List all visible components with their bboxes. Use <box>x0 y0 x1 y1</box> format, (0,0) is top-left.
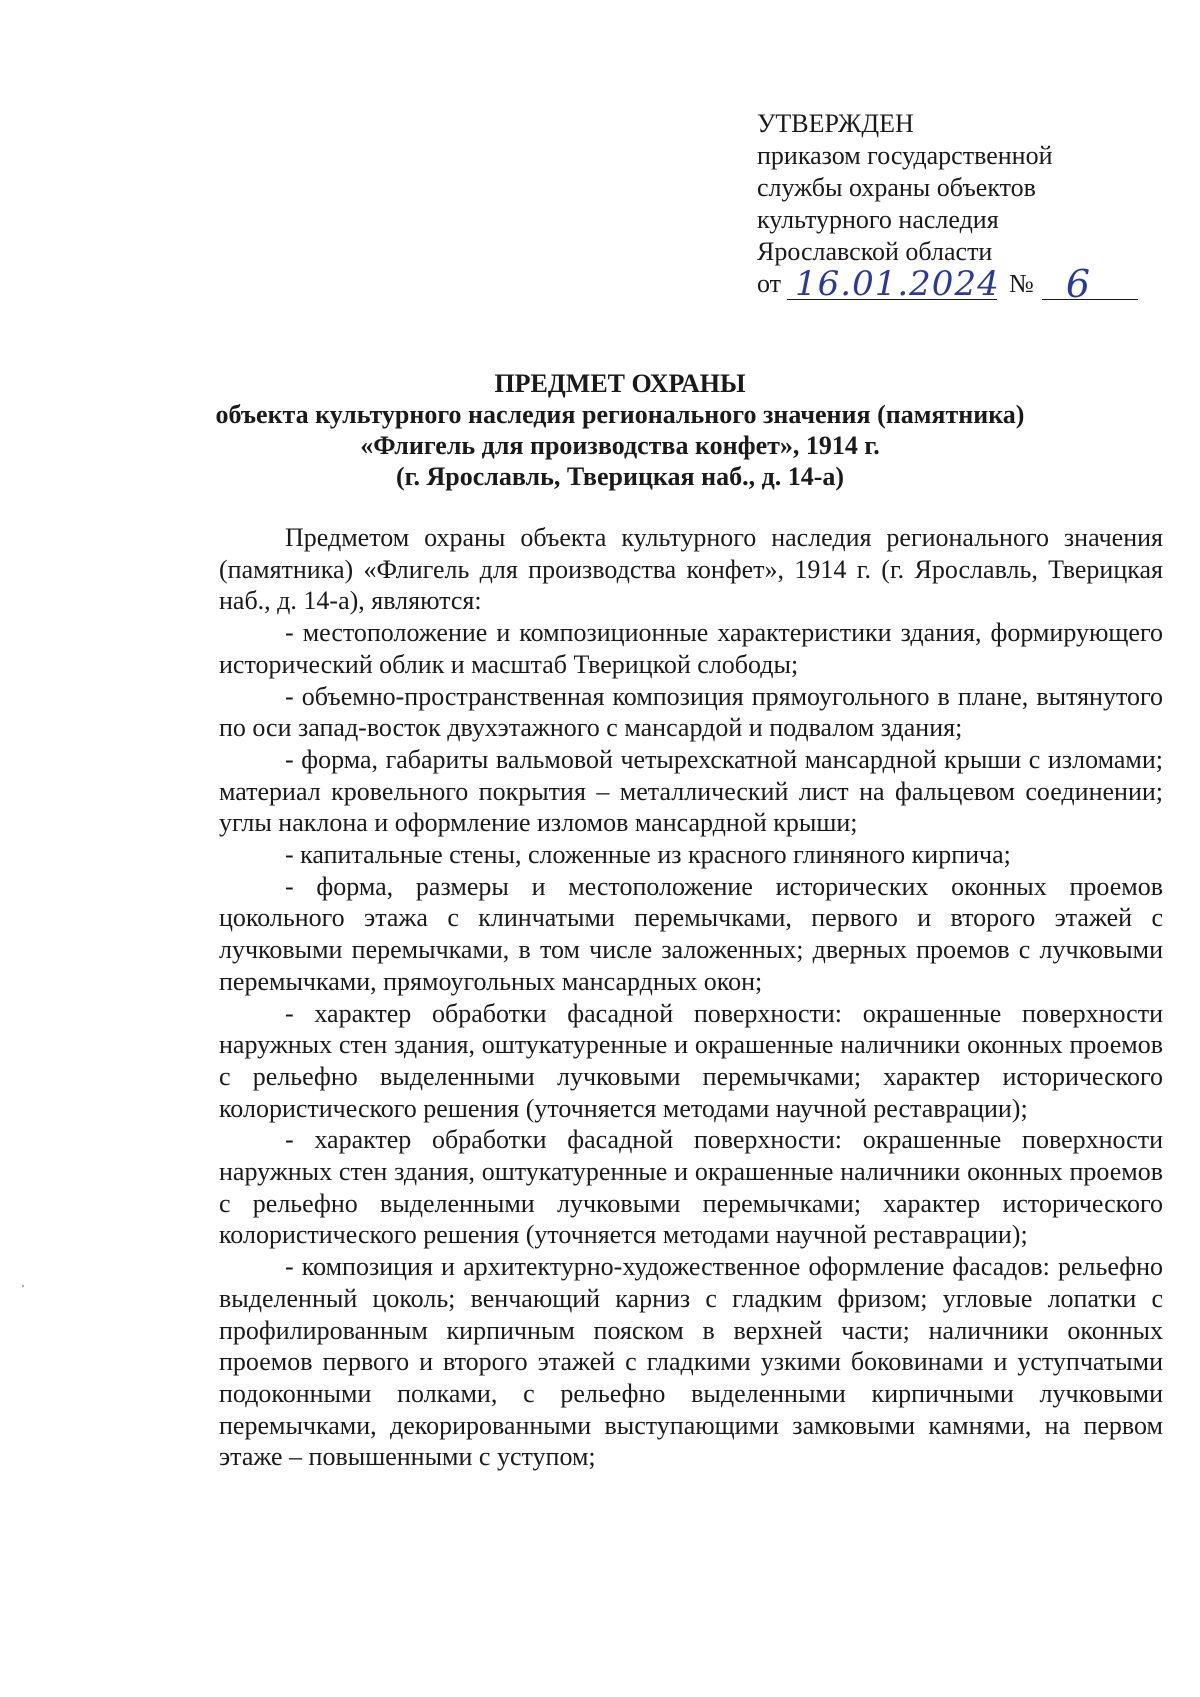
date-field <box>787 264 1000 304</box>
scan-artifact <box>22 1285 24 1287</box>
paragraph: - композиция и архитектурно-художественное оформление фасадов: рельефно выделенный цоколь; венчающий карниз с гладким фризом; угловые лопатки с профилированным кирпичным пояском в верхней части; наличники оконных проемов первого и второго этажей с гладкими узкими боковинами и уступчатыми подоконными полками, с рельефно выделенными кирпичными лучковыми перемычками, декорированными выступающими замковыми камнями, на первом этаже – повышенными с уступом; <box>219 1252 1163 1472</box>
approval-line: Ярославской области <box>757 237 993 266</box>
title-line: объекта культурного наследия регионального значения (памятника) <box>215 400 1025 429</box>
paragraph: - форма, габариты вальмовой четырехскатной мансардной крыши с изломами; материал кровельного покрытия – металлический лист на фальцевом соединении; углы наклона и оформление изломов мансардной крыши; <box>219 744 1163 838</box>
approval-line: культурного наследия <box>757 205 999 234</box>
approval-line: приказом государственной <box>757 141 1053 170</box>
title-line: ПРЕДМЕТ ОХРАНЫ <box>494 369 746 398</box>
number-field <box>1042 262 1138 306</box>
paragraph: Предметом охраны объекта культурного наследия регионального значения (памятника) «Флигель для производства конфет», 1914 г. (г. Ярославль, Тверицкая наб., д. 14-а), являются: <box>219 523 1163 616</box>
paragraph: - объемно-пространственная композиция прямоугольного в плане, вытянутого по оси запад-восток двухэтажного с мансардой и подвалом здания; <box>219 681 1163 743</box>
paragraph: - местоположение и композиционные характеристики здания, формирующего исторический облик и масштаб Тверицкой слободы; <box>219 618 1163 679</box>
handwritten-date: 16.01.2024 <box>795 264 1000 304</box>
approval-date-number-line <box>757 262 1157 306</box>
document-body <box>219 522 1163 1473</box>
title-line: «Флигель для производства конфет», 1914 г. <box>360 431 880 460</box>
approval-line: службы охраны объектов <box>757 173 1036 202</box>
date-prefix: от <box>757 269 782 298</box>
paragraph: - характер обработки фасадной поверхности: окрашенные поверхности наружных стен здания, оштукатуренные и окрашенные наличники оконных проемов с рельефно выделенными лучковыми перемычками; характер исторического колористического решения (уточняется методами научной реставрации); <box>219 998 1163 1123</box>
number-prefix: № <box>1009 269 1034 298</box>
paragraph: - форма, размеры и местоположение исторических оконных проемов цокольного этажа с клинчатыми перемычками, первого и второго этажей с лучковыми перемычками, в том числе заложенных; дверных проемов с лучковыми перемычками, прямоугольных мансардных окон; <box>219 871 1163 996</box>
approval-heading: УТВЕРЖДЕН <box>757 109 914 138</box>
paragraph: - характер обработки фасадной поверхности: окрашенные поверхности наружных стен здания, оштукатуренные и окрашенные наличники оконных проемов с рельефно выделенными лучковыми перемычками; характер исторического колористического решения (уточняется методами научной реставрации); <box>219 1125 1163 1250</box>
title-line: (г. Ярославль, Тверицкая наб., д. 14-а) <box>395 462 845 491</box>
approval-stamp <box>757 108 1157 306</box>
document-title <box>200 368 1040 492</box>
handwritten-number: 6 <box>1065 262 1092 306</box>
paragraph: - капитальные стены, сложенные из красного глиняного кирпича; <box>285 840 1011 870</box>
